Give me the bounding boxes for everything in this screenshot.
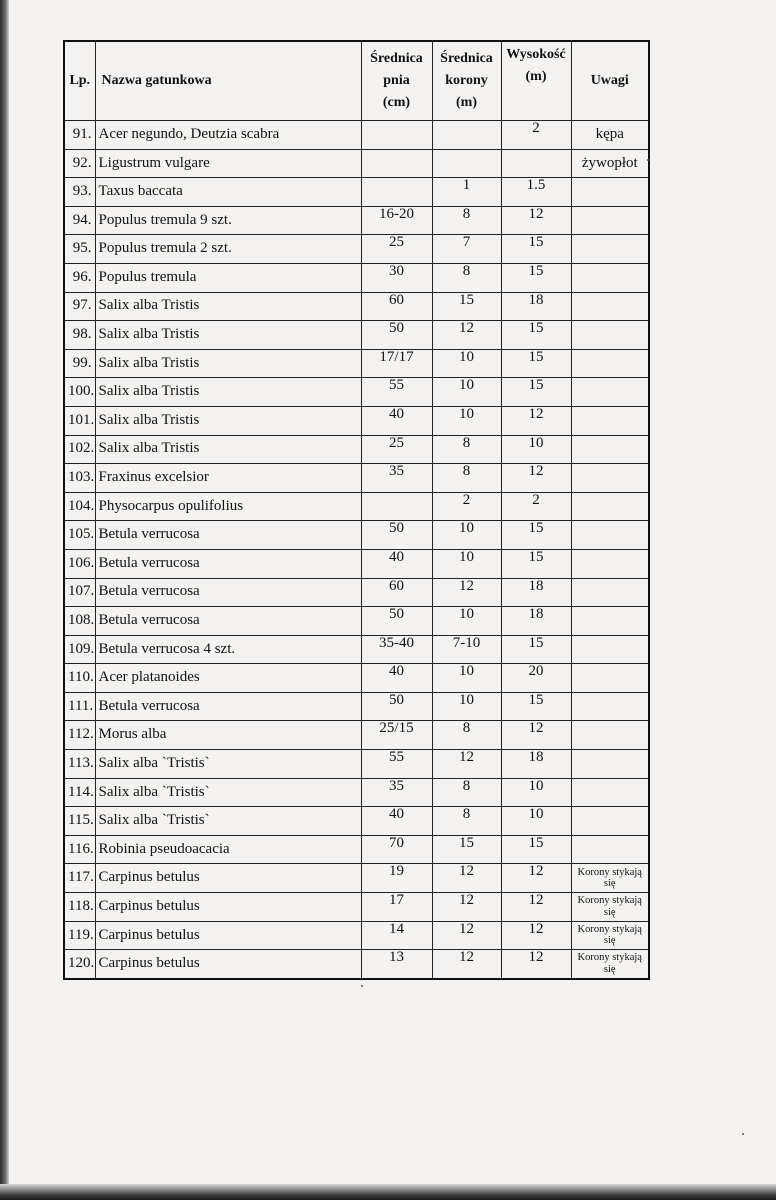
cell-crown-diameter: 8 — [432, 206, 501, 235]
cell-crown-diameter — [432, 121, 501, 150]
table-row — [64, 807, 649, 836]
cell-lp: 109. — [64, 635, 95, 664]
table-row — [64, 721, 649, 750]
cell-species-name: Salix alba Tristis — [95, 321, 361, 350]
cell-trunk-diameter: 35 — [361, 778, 432, 807]
cell-trunk-diameter: 35-40 — [361, 635, 432, 664]
cell-lp: 94. — [64, 206, 95, 235]
cell-notes — [571, 263, 649, 292]
cell-notes — [571, 835, 649, 864]
table-row — [64, 950, 649, 979]
cell-height: 15 — [501, 349, 571, 378]
cell-trunk-diameter: 40 — [361, 406, 432, 435]
cell-lp: 95. — [64, 235, 95, 264]
table-row — [64, 893, 649, 922]
table-row — [64, 635, 649, 664]
table-row — [64, 235, 649, 264]
cell-notes — [571, 378, 649, 407]
table-row — [64, 149, 649, 178]
cell-notes: żywopłot — [571, 149, 649, 178]
cell-notes — [571, 206, 649, 235]
table-row — [64, 835, 649, 864]
cell-notes — [571, 406, 649, 435]
cell-height: 15 — [501, 378, 571, 407]
cell-height: 12 — [501, 893, 571, 922]
cell-lp: 111. — [64, 692, 95, 721]
table-row — [64, 549, 649, 578]
cell-lp: 101. — [64, 406, 95, 435]
table-row — [64, 435, 649, 464]
table-row — [64, 121, 649, 150]
cell-species-name: Ligustrum vulgare — [95, 149, 361, 178]
cell-species-name: Betula verrucosa — [95, 578, 361, 607]
cell-trunk-diameter: 55 — [361, 378, 432, 407]
cell-trunk-diameter: 50 — [361, 321, 432, 350]
cell-notes — [571, 321, 649, 350]
cell-trunk-diameter: 40 — [361, 549, 432, 578]
cell-notes — [571, 349, 649, 378]
cell-notes: Korony stykają się — [571, 921, 649, 950]
table-row — [64, 178, 649, 207]
cell-crown-diameter: 2 — [432, 492, 501, 521]
cell-lp: 108. — [64, 607, 95, 636]
table-row — [64, 206, 649, 235]
cell-height: 18 — [501, 607, 571, 636]
table-row — [64, 521, 649, 550]
cell-species-name: Salix alba `Tristis` — [95, 778, 361, 807]
cell-trunk-diameter: 50 — [361, 521, 432, 550]
cell-species-name: Populus tremula — [95, 263, 361, 292]
cell-height: 10 — [501, 778, 571, 807]
cell-height: 15 — [501, 635, 571, 664]
cell-height: 12 — [501, 721, 571, 750]
cell-species-name: Carpinus betulus — [95, 864, 361, 893]
cell-crown-diameter: 1 — [432, 178, 501, 207]
scan-edge-bottom — [0, 1184, 776, 1200]
cell-species-name: Salix alba Tristis — [95, 349, 361, 378]
cell-species-name: Robinia pseudoacacia — [95, 835, 361, 864]
header-crown-diameter: Średnica korony (m) — [432, 41, 501, 121]
cell-notes — [571, 435, 649, 464]
table-row — [64, 406, 649, 435]
cell-crown-diameter: 10 — [432, 664, 501, 693]
table-header-row — [64, 41, 649, 121]
table-row — [64, 464, 649, 493]
cell-species-name: Acer negundo, Deutzia scabra — [95, 121, 361, 150]
cell-lp: 100. — [64, 378, 95, 407]
cell-height: 20 — [501, 664, 571, 693]
table-row — [64, 778, 649, 807]
cell-crown-diameter: 15 — [432, 292, 501, 321]
cell-lp: 91. — [64, 121, 95, 150]
cell-trunk-diameter: 55 — [361, 750, 432, 779]
cell-crown-diameter — [432, 149, 501, 178]
cell-trunk-diameter — [361, 121, 432, 150]
cell-crown-diameter: 10 — [432, 406, 501, 435]
species-table — [63, 40, 650, 980]
cell-trunk-diameter: 35 — [361, 464, 432, 493]
cell-height: 15 — [501, 549, 571, 578]
cell-lp: 110. — [64, 664, 95, 693]
cell-trunk-diameter: 60 — [361, 292, 432, 321]
cell-height: 15 — [501, 263, 571, 292]
cell-species-name: Salix alba Tristis — [95, 406, 361, 435]
cell-height: 15 — [501, 321, 571, 350]
cell-species-name: Fraxinus excelsior — [95, 464, 361, 493]
cell-height: 2 — [501, 121, 571, 150]
cell-crown-diameter: 7-10 — [432, 635, 501, 664]
cell-notes — [571, 178, 649, 207]
cell-notes — [571, 464, 649, 493]
cell-height: 12 — [501, 950, 571, 979]
cell-notes — [571, 521, 649, 550]
cell-notes: Korony stykają się — [571, 864, 649, 893]
scan-speck — [742, 1133, 744, 1135]
cell-height: 18 — [501, 578, 571, 607]
cell-lp: 119. — [64, 921, 95, 950]
cell-species-name: Populus tremula 9 szt. — [95, 206, 361, 235]
cell-notes — [571, 664, 649, 693]
cell-species-name: Morus alba — [95, 721, 361, 750]
cell-crown-diameter: 8 — [432, 721, 501, 750]
cell-trunk-diameter — [361, 149, 432, 178]
cell-species-name: Acer platanoides — [95, 664, 361, 693]
cell-crown-diameter: 8 — [432, 435, 501, 464]
cell-crown-diameter: 12 — [432, 578, 501, 607]
cell-notes — [571, 549, 649, 578]
cell-lp: 104. — [64, 492, 95, 521]
table-row — [64, 921, 649, 950]
cell-crown-diameter: 15 — [432, 835, 501, 864]
cell-trunk-diameter: 14 — [361, 921, 432, 950]
cell-lp: 103. — [64, 464, 95, 493]
cell-crown-diameter: 10 — [432, 607, 501, 636]
cell-notes — [571, 492, 649, 521]
cell-height: 18 — [501, 750, 571, 779]
cell-crown-diameter: 12 — [432, 864, 501, 893]
cell-lp: 118. — [64, 893, 95, 922]
header-lp: Lp. — [64, 41, 95, 121]
cell-lp: 106. — [64, 549, 95, 578]
cell-crown-diameter: 12 — [432, 750, 501, 779]
cell-lp: 102. — [64, 435, 95, 464]
cell-crown-diameter: 12 — [432, 921, 501, 950]
cell-height: 10 — [501, 435, 571, 464]
cell-height: 15 — [501, 235, 571, 264]
cell-notes — [571, 750, 649, 779]
cell-notes — [571, 635, 649, 664]
cell-notes — [571, 292, 649, 321]
cell-species-name: Carpinus betulus — [95, 950, 361, 979]
cell-crown-diameter: 7 — [432, 235, 501, 264]
cell-notes — [571, 578, 649, 607]
cell-crown-diameter: 12 — [432, 321, 501, 350]
cell-crown-diameter: 8 — [432, 778, 501, 807]
cell-trunk-diameter — [361, 178, 432, 207]
cell-species-name: Betula verrucosa — [95, 549, 361, 578]
cell-notes — [571, 807, 649, 836]
cell-notes — [571, 778, 649, 807]
cell-species-name: Populus tremula 2 szt. — [95, 235, 361, 264]
cell-species-name: Carpinus betulus — [95, 893, 361, 922]
cell-height: 10 — [501, 807, 571, 836]
cell-species-name: Salix alba Tristis — [95, 378, 361, 407]
cell-trunk-diameter: 25 — [361, 435, 432, 464]
cell-height: 12 — [501, 406, 571, 435]
cell-species-name: Salix alba Tristis — [95, 435, 361, 464]
cell-notes — [571, 235, 649, 264]
cell-trunk-diameter: 25 — [361, 235, 432, 264]
cell-height — [501, 149, 571, 178]
cell-notes: kępa — [571, 121, 649, 150]
cell-species-name: Taxus baccata — [95, 178, 361, 207]
cell-height: 18 — [501, 292, 571, 321]
cell-height: 12 — [501, 206, 571, 235]
cell-lp: 115. — [64, 807, 95, 836]
cell-species-name: Betula verrucosa 4 szt. — [95, 635, 361, 664]
cell-lp: 112. — [64, 721, 95, 750]
table-row — [64, 864, 649, 893]
header-notes: Uwagi — [571, 41, 649, 121]
cell-crown-diameter: 12 — [432, 893, 501, 922]
cell-trunk-diameter: 19 — [361, 864, 432, 893]
cell-crown-diameter: 10 — [432, 549, 501, 578]
header-name: Nazwa gatunkowa — [95, 41, 361, 121]
cell-crown-diameter: 10 — [432, 521, 501, 550]
cell-notes — [571, 607, 649, 636]
table-row — [64, 349, 649, 378]
cell-trunk-diameter: 50 — [361, 692, 432, 721]
header-height: Wysokość (m) — [501, 41, 571, 121]
table-row — [64, 607, 649, 636]
cell-lp: 120. — [64, 950, 95, 979]
cell-lp: 105. — [64, 521, 95, 550]
cell-crown-diameter: 10 — [432, 349, 501, 378]
cell-trunk-diameter: 25/15 — [361, 721, 432, 750]
cell-trunk-diameter: 40 — [361, 664, 432, 693]
cell-lp: 99. — [64, 349, 95, 378]
cell-lp: 97. — [64, 292, 95, 321]
cell-species-name: Betula verrucosa — [95, 521, 361, 550]
cell-lp: 107. — [64, 578, 95, 607]
table-row — [64, 292, 649, 321]
cell-trunk-diameter: 50 — [361, 607, 432, 636]
cell-trunk-diameter: 17 — [361, 893, 432, 922]
cell-trunk-diameter: 70 — [361, 835, 432, 864]
scan-speck — [361, 985, 363, 987]
cell-height: 12 — [501, 864, 571, 893]
cell-trunk-diameter: 30 — [361, 263, 432, 292]
table-row — [64, 578, 649, 607]
cell-notes — [571, 692, 649, 721]
cell-species-name: Betula verrucosa — [95, 607, 361, 636]
table-row — [64, 664, 649, 693]
table-row — [64, 321, 649, 350]
cell-lp: 92. — [64, 149, 95, 178]
cell-lp: 114. — [64, 778, 95, 807]
cell-crown-diameter: 12 — [432, 950, 501, 979]
cell-lp: 96. — [64, 263, 95, 292]
table-row — [64, 692, 649, 721]
table-row — [64, 378, 649, 407]
cell-lp: 98. — [64, 321, 95, 350]
cell-trunk-diameter: 17/17 — [361, 349, 432, 378]
cell-crown-diameter: 10 — [432, 378, 501, 407]
cell-lp: 116. — [64, 835, 95, 864]
table-row — [64, 263, 649, 292]
cell-trunk-diameter: 40 — [361, 807, 432, 836]
cell-species-name: Physocarpus opulifolius — [95, 492, 361, 521]
cell-height: 12 — [501, 464, 571, 493]
cell-height: 15 — [501, 521, 571, 550]
cell-notes: Korony stykają się — [571, 950, 649, 979]
scan-edge-left — [0, 0, 9, 1200]
scan-speck — [647, 159, 649, 161]
cell-species-name: Carpinus betulus — [95, 921, 361, 950]
cell-species-name: Salix alba Tristis — [95, 292, 361, 321]
cell-height: 15 — [501, 835, 571, 864]
cell-species-name: Betula verrucosa — [95, 692, 361, 721]
header-trunk-diameter: Średnica pnia (cm) — [361, 41, 432, 121]
cell-crown-diameter: 8 — [432, 464, 501, 493]
cell-trunk-diameter: 16-20 — [361, 206, 432, 235]
cell-notes: Korony stykają się — [571, 893, 649, 922]
cell-height: 12 — [501, 921, 571, 950]
cell-height: 2 — [501, 492, 571, 521]
cell-lp: 93. — [64, 178, 95, 207]
cell-species-name: Salix alba `Tristis` — [95, 807, 361, 836]
cell-height: 1.5 — [501, 178, 571, 207]
cell-lp: 117. — [64, 864, 95, 893]
cell-trunk-diameter: 60 — [361, 578, 432, 607]
cell-trunk-diameter: 13 — [361, 950, 432, 979]
cell-crown-diameter: 8 — [432, 263, 501, 292]
cell-species-name: Salix alba `Tristis` — [95, 750, 361, 779]
cell-lp: 113. — [64, 750, 95, 779]
table-row — [64, 492, 649, 521]
cell-crown-diameter: 10 — [432, 692, 501, 721]
document-page — [9, 0, 776, 1184]
cell-height: 15 — [501, 692, 571, 721]
cell-notes — [571, 721, 649, 750]
cell-crown-diameter: 8 — [432, 807, 501, 836]
cell-trunk-diameter — [361, 492, 432, 521]
table-row — [64, 750, 649, 779]
